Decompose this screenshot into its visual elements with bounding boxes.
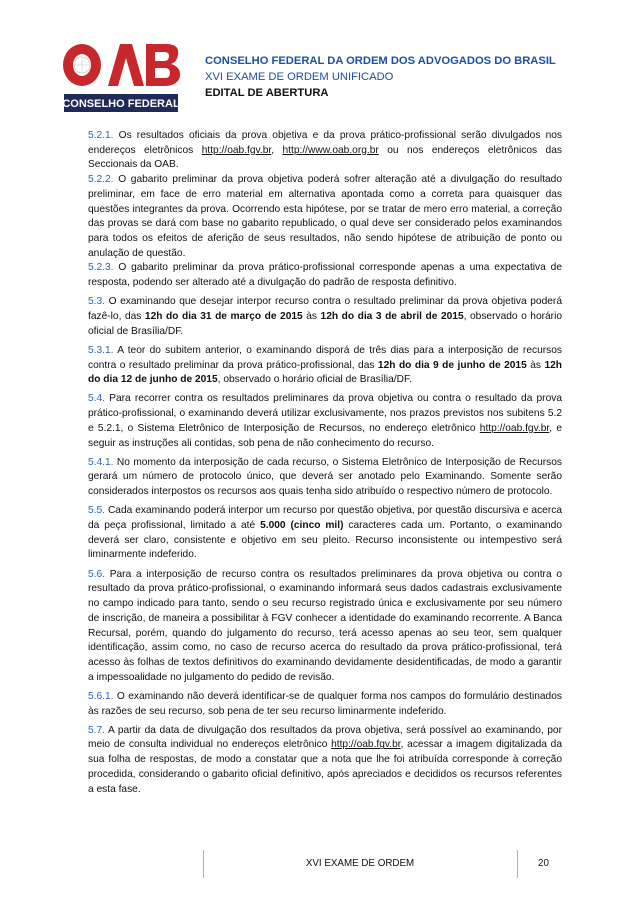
footer-label: XVI EXAME DE ORDEM: [305, 858, 415, 869]
paragraph-text: A teor do subitem anterior, o examinando disporá de três dias para a interposição de recursos contra o resultado preliminar da prova prático-profissional, das: [88, 344, 562, 371]
paragraph-text: O examinando que desejar interpor recurso contra o resultado preliminar da prova objetiva poderá fazê-lo, das: [88, 296, 562, 322]
paragraph-text: ou nos endereços eletrônicos das Seccionais da OAB.: [88, 144, 562, 171]
paragraph-text: Para a interposição de recurso contra os resultados preliminares da prova objetiva ou contra o resultado da prova prático-profissional, o examinando informará seus dados cadastrais exclusivamente no campo indicado para tanto, sendo o seu recurso registrado única e exclusivamente por seu número de inscrição, de maneira a possibilitar à FGV conhecer a identidade do examinando recorrente. A Banca Recursal, porém, quando do julgamento do recurso, terá acesso apenas ao seu teor, sem qualquer identificação, assim como, no caso de recurso acerca do resultado da prova prático-profissional, terá acesso às folhas de textos definitivos do examinando devidamente desidentificadas, de modo a garantir a impessoalidade no julgamento do pedido de revisão.: [88, 568, 562, 683]
header-exam: XVI EXAME DE ORDEM UNIFICADO: [205, 71, 394, 83]
item-number: 5.4.: [88, 393, 105, 405]
paragraph-text: A partir da data de divulgação dos resultados da prova objetiva, será possível ao examinando, por meio de consulta individual no endereços eletrônico: [88, 724, 562, 751]
item-number: 5.3.1.: [88, 344, 114, 356]
paragraph-text: Os resultados oficiais da prova objetiva e da prova prático-profissional serão divulgados nos endereços eletrônicos: [88, 130, 562, 156]
paragraph-text: , observado o horário oficial de Brasília/DF.: [217, 374, 412, 386]
url-link[interactable]: http://oab.fgv.br: [479, 422, 550, 434]
paragraph-text: Para recorrer contra os resultados preliminares da prova objetiva ou contra o resultado da prova prático-profissional, o examinando deverá utilizar exclusivamente, nos prazos previstos nos subitens 5.2 e 5.2.1, o Sistema Eletrônico de Interposição de Recursos, no endereço eletrônico: [88, 393, 562, 434]
paragraph-text: O gabarito preliminar da prova objetiva poderá sofrer alteração até a divulgação do resultado preliminar, em face de erro material em alternativa apontada como a correta para quaisquer das questões integrantes da prova. Ocorrendo esta hipótese, por se tratar de mero erro material, a correção das provas se dará com base no gabarito republicado, o qual deve ser considerado pelos examinandos para todos os efeitos de aferição de seus resultados, não sendo hipótese de atribuição de ponto ou anulação de questão.: [88, 174, 562, 259]
item-number: 5.7.: [88, 724, 105, 736]
url-link[interactable]: http://oab.fgv.br: [331, 739, 401, 751]
item-number: 5.6.: [88, 568, 105, 580]
paragraph-text: caracteres cada um. Portanto, o examinando deverá ser claro, consistente e objetivo em seu pleito. Recurso inconsistente ou intempestivo será liminarmente indeferido.: [88, 520, 562, 561]
paragraph: [88, 173, 562, 261]
paragraph-text: às: [526, 359, 545, 371]
item-number: 5.6.1.: [88, 690, 114, 702]
oab-logo: [58, 38, 184, 116]
paragraph-text: às: [302, 310, 321, 322]
paragraph: [88, 295, 562, 339]
page-number: 20: [538, 858, 549, 869]
paragraph-text: Cada examinando poderá interpor um recurso por questão objetiva, por questão discursiva e acerca da peça profissional, limitado a até: [88, 505, 562, 532]
paragraph: [88, 261, 562, 290]
bold-text: 12h do dia 3 de abril de 2015: [320, 310, 464, 322]
page-footer: [0, 850, 638, 878]
paragraph-text: , observado o horário oficial de Brasília/DF.: [88, 310, 563, 337]
header-doc-title: EDITAL DE ABERTURA: [205, 87, 329, 99]
item-number: 5.5.: [88, 505, 105, 517]
paragraph: [88, 456, 562, 500]
paragraph: [88, 344, 562, 388]
header-org: CONSELHO FEDERAL DA ORDEM DOS ADVOGADOS DO BRASIL: [205, 55, 556, 67]
bold-text: 5.000 (cinco mil): [260, 520, 344, 532]
bold-text: 12h do dia 9 de junho de 2015: [377, 359, 527, 371]
bold-text: 12h do dia 12 de junho de 2015: [88, 359, 563, 386]
logo-caption: CONSELHO FEDERAL: [62, 98, 180, 110]
paragraph: [88, 129, 562, 173]
item-number: 5.4.1.: [88, 456, 114, 468]
paragraph: [88, 392, 562, 451]
item-number: 5.2.2.: [88, 174, 114, 186]
document-header: [205, 53, 556, 101]
paragraph-text: No momento da interposição de cada recurso, o Sistema Eletrônico de Interposição de Recursos gerará um número de protocolo único, que deverá ser anotado pelo Examinando. Somente serão considerados interpostos os recursos aos quais tenha sido atribuído o respectivo número de protocolo.: [88, 456, 562, 498]
paragraph-text: , acessar a imagem digitalizada da sua folha de respostas, de modo a constatar que a nota que lhe foi atribuída corresponde à correção procedida, considerando o gabarito oficial definitivo, após apreciados e decididos os recursos referentes a esta fase.: [88, 739, 563, 795]
paragraph: [88, 724, 562, 798]
paragraph: [88, 568, 562, 686]
paragraph-text: ,: [271, 144, 283, 156]
item-number: 5.2.3.: [88, 262, 114, 274]
url-link[interactable]: http://oab.fgv.br: [201, 144, 272, 156]
footer-divider: [517, 850, 518, 878]
paragraph-text: O gabarito preliminar da prova prático-profissional corresponde apenas a uma expectativa de resposta, podendo ser alterado até a divulgação do padrão de resposta definitivo.: [88, 262, 562, 289]
url-link[interactable]: http://www.oab.org.br: [282, 144, 379, 156]
bold-text: 12h do dia 31 de março de 2015: [144, 310, 303, 322]
paragraph-text: , e seguir as instruções ali contidas, sob pena de não conhecimento do recurso.: [88, 422, 562, 449]
item-number: 5.3.: [88, 296, 105, 308]
paragraph-text: O examinando não deverá identificar-se de qualquer forma nos campos do formulário destinados às razões de seu recurso, sob pena de ter seu recurso liminarmente indeferido.: [88, 690, 562, 717]
paragraph: [88, 504, 562, 563]
paragraph: [88, 690, 562, 719]
document-body: [88, 129, 562, 802]
item-number: 5.2.1.: [88, 130, 114, 141]
